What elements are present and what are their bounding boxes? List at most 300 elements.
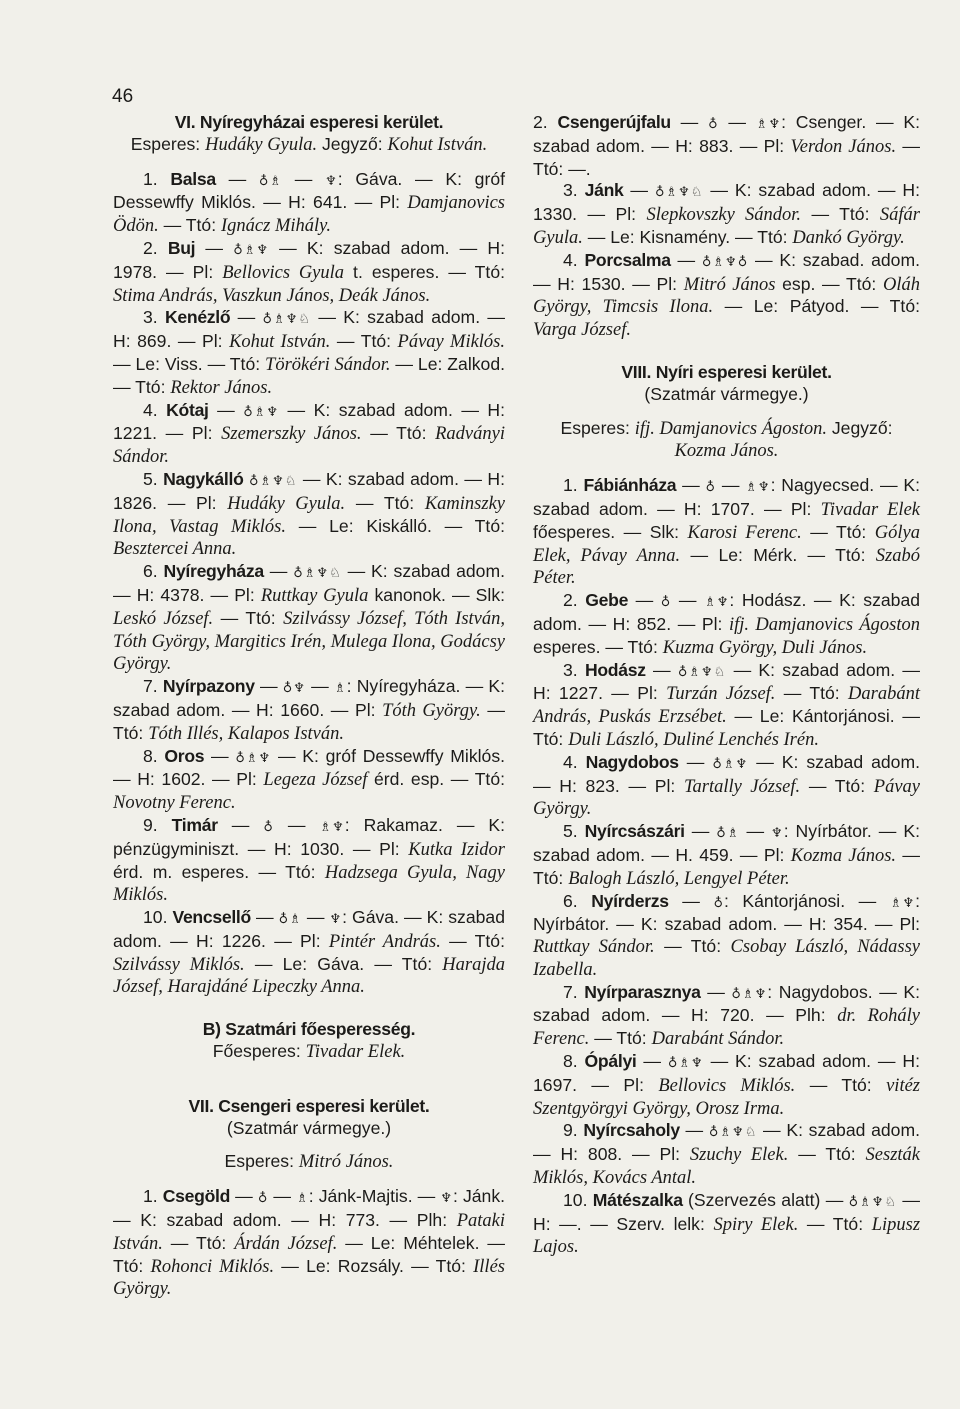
person-name: Balogh László, Lengyel Péter. bbox=[568, 868, 790, 889]
heading-text: B) Szatmári főesperesség. bbox=[202, 1019, 416, 1040]
body-text: — Ttó: bbox=[589, 1028, 652, 1049]
section-heading bbox=[533, 362, 920, 384]
parish-name: Timár bbox=[171, 814, 218, 835]
person-name: Kutka Izidor bbox=[408, 839, 506, 860]
body-text: Főesperes: bbox=[212, 1041, 306, 1062]
body-text: — Ttó: bbox=[162, 1232, 235, 1253]
left-column bbox=[113, 112, 505, 1301]
body-text: — Ttó: bbox=[345, 492, 425, 513]
body-text: — bbox=[636, 1051, 668, 1072]
parish-symbols-icon: ♁ bbox=[660, 595, 672, 611]
right-column bbox=[533, 112, 920, 1259]
body-text: 3. bbox=[143, 307, 165, 328]
body-text: — bbox=[716, 475, 746, 496]
person-name: Legeza József bbox=[263, 770, 368, 791]
body-text: 7. bbox=[143, 676, 163, 697]
section-spacer bbox=[113, 999, 505, 1019]
parish-symbols-icon: ♁♗♆ bbox=[235, 750, 272, 766]
parish-name: Nyírpazony bbox=[162, 676, 255, 697]
entry-paragraph bbox=[533, 891, 920, 982]
parish-name: Kenézlő bbox=[164, 307, 231, 328]
body-text: : Nyírbátor. — K: szabad adom. — H: 354. — Pl: bbox=[533, 890, 921, 935]
body-text: — Ttó: bbox=[798, 1213, 872, 1234]
person-name: Csobay László, Nádassy Izabella. bbox=[533, 937, 920, 980]
entry-paragraph bbox=[113, 1118, 505, 1140]
body-text: 4. bbox=[563, 751, 586, 772]
body-text: — bbox=[739, 821, 772, 842]
person-name: Pávay György. bbox=[533, 776, 921, 820]
body-text: — Ttó: bbox=[801, 521, 875, 542]
parish-name: Vencsellő bbox=[172, 907, 251, 928]
person-name: Dankó György. bbox=[792, 227, 905, 248]
body-text: 8. bbox=[563, 1051, 585, 1072]
person-name: Verdon János. bbox=[790, 136, 897, 157]
person-name: Árdán József. bbox=[234, 1233, 338, 1254]
heading-text: VIII. Nyíri esperesi kerület. bbox=[621, 361, 832, 382]
block-spacer bbox=[113, 1174, 505, 1186]
body-text: — Ttó: bbox=[361, 423, 436, 444]
entry-paragraph bbox=[113, 400, 505, 469]
body-text: — bbox=[254, 676, 283, 697]
parish-symbols-icon: ♁ bbox=[713, 895, 724, 911]
person-name: Stima András, Vaszkun János, Deák János. bbox=[113, 285, 431, 306]
parish-symbols-icon: ♁ bbox=[263, 819, 274, 835]
body-text: — bbox=[670, 249, 702, 270]
body-text: (Szatmár vármegye.) bbox=[644, 383, 809, 404]
body-text: — bbox=[670, 112, 709, 132]
person-name: dr. Rohály Ferenc. bbox=[533, 1006, 920, 1050]
entry-paragraph bbox=[113, 815, 505, 907]
entry-paragraph bbox=[113, 1151, 505, 1174]
body-text: : Hodász. — K: szabad adom. — H: 852. — Pl: bbox=[533, 590, 921, 634]
parish-symbols-icon: ♁♗♆ bbox=[712, 756, 749, 772]
parish-symbols-icon: ♁♗♆♘ bbox=[293, 566, 342, 582]
body-text: Esperes: bbox=[560, 417, 635, 438]
body-text: : Kántorjánosi. — bbox=[723, 890, 890, 911]
body-text: — bbox=[679, 1120, 709, 1141]
entry-paragraph bbox=[113, 307, 505, 399]
body-text: — bbox=[195, 237, 234, 258]
person-name: Darabánt András, Puskás Erzsébet. bbox=[533, 684, 920, 728]
body-text: — Ttó: bbox=[158, 215, 221, 236]
person-name: Törökéri Sándor. bbox=[265, 354, 391, 375]
body-text: — Ttó: bbox=[213, 607, 284, 628]
parish-symbols-icon: ♁♗ bbox=[258, 173, 283, 189]
parish-symbols-icon: ♁♗♆♘ bbox=[262, 312, 312, 328]
body-text: — K: szabad adom. — H: 1697. — Pl: bbox=[533, 1051, 920, 1095]
body-text: : Csenger. — K: szabad adom. — H: 883. — Pl: bbox=[533, 112, 921, 156]
person-name: ifj. Damjanovics Ágoston. bbox=[634, 418, 827, 439]
page-number: 46 bbox=[112, 86, 134, 107]
person-name: Mitró János bbox=[683, 274, 776, 295]
parish-name: Nyíregyháza bbox=[163, 561, 264, 582]
parish-symbols-icon: ♁ bbox=[705, 480, 717, 496]
person-name: Rektor János. bbox=[170, 377, 273, 398]
entry-paragraph bbox=[533, 180, 920, 249]
body-text: — bbox=[671, 590, 705, 611]
person-name: Kozma János. bbox=[674, 441, 779, 462]
parish-symbols-icon: ♁♗♆ bbox=[731, 986, 768, 1002]
parish-name: Nagydobos bbox=[585, 751, 679, 772]
body-text: 5. bbox=[563, 821, 585, 842]
person-name: Szabó Péter. bbox=[533, 545, 920, 589]
person-name: Leskó József. bbox=[113, 608, 214, 629]
body-text: — Le: Kisnamény. — Ttó: bbox=[582, 226, 793, 247]
parish-symbols-icon: ♁♗ bbox=[716, 826, 740, 842]
block-spacer bbox=[533, 406, 920, 418]
body-text: 6. bbox=[143, 561, 164, 582]
person-name: Pintér András. bbox=[328, 931, 441, 952]
parish-symbols-icon: ♁♗♆ bbox=[243, 404, 280, 420]
block-spacer bbox=[113, 1064, 505, 1076]
body-text: — Le: Zalkod. — Ttó: bbox=[113, 353, 505, 397]
person-name: Hudáky Gyula. bbox=[205, 134, 318, 155]
body-text: : Nyírbátor. — K: szabad adom. — H. 459. — Pl: bbox=[533, 821, 920, 865]
body-text: 10. bbox=[143, 907, 173, 928]
entry-paragraph bbox=[533, 660, 920, 752]
entry-paragraph bbox=[533, 112, 920, 180]
body-text: — Ttó: bbox=[801, 204, 880, 225]
parish-symbols-icon: ♁♆ bbox=[282, 681, 306, 697]
body-text: : Rakamaz. — K: pénzügyminiszt. — H: 1030. — Pl: bbox=[113, 814, 506, 859]
body-text: : Jánk. — K: szabad adom. — H: 773. — Plh: bbox=[113, 1186, 506, 1231]
parish-name: Gebe bbox=[585, 590, 629, 611]
body-text: — bbox=[217, 814, 264, 835]
body-text: 8. bbox=[143, 745, 165, 766]
parish-name: Nyírcsaholy bbox=[583, 1120, 680, 1141]
parish-symbols-icon: ♁♗♆♁ bbox=[701, 254, 749, 270]
body-text: 5. bbox=[143, 468, 164, 489]
body-text: — bbox=[263, 561, 294, 582]
person-name: Kuzma György, Duli János. bbox=[662, 637, 868, 658]
parish-symbols-icon: ♆ bbox=[325, 173, 338, 189]
body-text: — K: szabad adom. — H: 4378. — Pl: bbox=[113, 561, 506, 605]
parish-symbols-icon: ♆ bbox=[771, 826, 784, 842]
person-name: Slepkovszky Sándor. bbox=[646, 205, 802, 226]
person-name: Ruttkay Gyula bbox=[260, 585, 369, 606]
person-name: Harajda József, Harajdáné Lipeczky Anna. bbox=[113, 954, 505, 998]
person-name: Hadzsega Gyula, Nagy Miklós. bbox=[113, 862, 506, 906]
entry-paragraph bbox=[533, 590, 920, 659]
body-text: : Gáva. — K: gróf Dessewffy Miklós. — H: 641. — Pl: bbox=[113, 168, 505, 213]
entry-paragraph bbox=[113, 907, 505, 999]
body-text: 3. bbox=[563, 180, 585, 201]
person-name: Bellovics Miklós. bbox=[658, 1075, 796, 1096]
body-text: — bbox=[628, 590, 661, 611]
person-name: Tivadar Elek bbox=[820, 499, 920, 520]
body-text: — bbox=[668, 890, 714, 911]
body-text: — K: szabad adom. — H: 1826. — Pl: bbox=[113, 468, 506, 513]
body-text: — K: szabad. adom. — H: 1530. — Pl: bbox=[533, 249, 921, 294]
body-text: — Ttó: bbox=[113, 699, 505, 743]
parish-name: Csengerújfalu bbox=[557, 112, 671, 132]
person-name: Novotny Ferenc. bbox=[113, 793, 236, 814]
parish-name: Hodász bbox=[584, 659, 646, 680]
body-text: — Le: Viss. — Ttó: bbox=[113, 353, 266, 374]
entry-paragraph bbox=[113, 1186, 505, 1301]
body-text: — H: —. — Szerv. lelk: bbox=[533, 1189, 920, 1234]
body-text: esp. — Ttó: bbox=[775, 273, 883, 294]
section-heading bbox=[113, 112, 505, 134]
parish-symbols-icon: ♗♆ bbox=[889, 895, 916, 911]
body-text: 2. bbox=[143, 237, 168, 258]
parish-symbols-icon: ♗ bbox=[296, 1191, 309, 1207]
person-name: Tartally József. bbox=[683, 776, 801, 797]
body-text: esperes. — Ttó: bbox=[533, 636, 663, 657]
body-text: : Gáva. — K: szabad adom. — H: 1226. — Pl: bbox=[113, 907, 505, 951]
person-name: Ignácz Mihály. bbox=[221, 216, 331, 237]
body-text: — K: gróf Dessewffy Miklós. — H: 1602. — Pl: bbox=[113, 745, 506, 790]
person-name: Szilvássy Miklós. bbox=[113, 954, 245, 975]
body-text: 1. bbox=[563, 475, 584, 496]
body-text: — bbox=[700, 981, 732, 1002]
person-name: Kaminszky Ilona, Vastag Miklós. bbox=[113, 493, 506, 537]
body-text: — bbox=[215, 168, 259, 189]
body-text: 3. bbox=[563, 659, 585, 680]
body-text: : Nagyecsed. — K: szabad adom. — H: 1707. — Pl: bbox=[533, 475, 921, 519]
body-text: — bbox=[230, 307, 263, 328]
body-text: — Ttó: bbox=[533, 844, 921, 888]
body-text: — Ttó: bbox=[654, 936, 731, 957]
person-name: Kozma János. bbox=[790, 845, 897, 866]
person-name: Karosi Ferenc. bbox=[687, 522, 802, 543]
body-text: — Ttó: bbox=[440, 930, 505, 951]
person-name: Mitró János. bbox=[298, 1152, 394, 1173]
entry-paragraph bbox=[533, 982, 920, 1051]
entry-paragraph bbox=[113, 1041, 505, 1064]
body-text: — bbox=[678, 751, 713, 772]
body-text: : Nyíregyháza. — K: szabad adom. — H: 1660. — Pl: bbox=[113, 676, 505, 720]
entry-paragraph bbox=[113, 561, 505, 676]
body-text: (Szervezés alatt) — bbox=[682, 1189, 849, 1210]
body-text: — Le: Kiskálló. — Ttó: bbox=[286, 515, 505, 536]
body-text: — Ttó: —. bbox=[533, 135, 921, 179]
parish-name: Ópályi bbox=[584, 1051, 637, 1072]
entry-paragraph bbox=[113, 469, 505, 561]
person-name: Spiry Elek. bbox=[713, 1214, 799, 1235]
parish-symbols-icon: ♁♗♆ bbox=[233, 242, 270, 258]
body-text: 6. bbox=[563, 890, 592, 911]
parish-symbols-icon: ♗♆ bbox=[319, 819, 345, 835]
parish-name: Nyírcsászári bbox=[584, 821, 685, 842]
person-name: Darabánt Sándor. bbox=[651, 1029, 785, 1050]
body-text: — bbox=[282, 168, 326, 189]
body-text: — bbox=[268, 1186, 297, 1207]
person-name: Varga József. bbox=[533, 320, 631, 341]
body-text: — bbox=[230, 1186, 258, 1207]
parish-name: Fábiánháza bbox=[583, 475, 677, 496]
entry-paragraph bbox=[533, 752, 920, 821]
parish-symbols-icon: ♗ bbox=[333, 681, 347, 697]
body-text: 1. bbox=[143, 1186, 163, 1207]
parish-name: Oros bbox=[164, 745, 205, 766]
parish-symbols-icon: ♆ bbox=[329, 912, 343, 928]
person-name: Turzán József. bbox=[666, 684, 776, 705]
section-heading bbox=[113, 1019, 505, 1041]
body-text: Jegyző: bbox=[317, 133, 388, 154]
parish-name: Jánk bbox=[584, 180, 624, 201]
body-text: — Le: Méhtelek. — Ttó: bbox=[113, 1232, 505, 1276]
person-name: Kohut István. bbox=[229, 332, 331, 353]
body-text: — Le: Kántorjánosi. — Ttó: bbox=[533, 706, 920, 749]
body-text: — Le: Rozsály. — Ttó: bbox=[274, 1255, 474, 1276]
entry-paragraph bbox=[113, 169, 505, 238]
body-text: — K: szabad adom. — H: 1978. — Pl: bbox=[113, 237, 505, 282]
entry-paragraph bbox=[113, 676, 505, 745]
entry-paragraph bbox=[533, 418, 920, 464]
block-spacer bbox=[113, 157, 505, 169]
body-text: — Ttó: bbox=[795, 1074, 887, 1095]
entry-paragraph bbox=[533, 384, 920, 406]
entry-paragraph bbox=[533, 821, 920, 890]
person-name: Szilvássy József, Tóth István, Tóth György, Margitics Irén, Mulega Ilona, Godácsy György. bbox=[113, 608, 506, 675]
person-name: Tóth György. bbox=[382, 700, 481, 721]
person-name: Rohonci Miklós. bbox=[150, 1256, 275, 1277]
body-text: : Nagydobos. — K: szabad adom. — H: 720. — Plh: bbox=[533, 981, 921, 1026]
parish-symbols-icon: ♁♗♆♘ bbox=[654, 185, 704, 201]
body-text: — Ttó: bbox=[330, 331, 398, 352]
body-text: : Jánk-Majtis. — bbox=[308, 1186, 441, 1207]
entry-paragraph bbox=[113, 134, 505, 157]
person-name: Tivadar Elek. bbox=[305, 1042, 406, 1063]
entry-paragraph bbox=[113, 746, 505, 815]
block-spacer bbox=[533, 463, 920, 475]
body-text: — K: szabad adom. — H: 1227. — Pl: bbox=[533, 659, 921, 704]
body-text: (Szatmár vármegye.) bbox=[226, 1117, 392, 1138]
person-name: Bellovics Gyula bbox=[222, 262, 345, 283]
body-text: 7. bbox=[563, 981, 585, 1002]
person-name: Besztercei Anna. bbox=[113, 539, 237, 560]
parish-name: Porcsalma bbox=[584, 249, 671, 270]
body-text: 4. bbox=[143, 399, 167, 420]
heading-text: VI. Nyíregyházai esperesi kerület. bbox=[174, 112, 444, 132]
person-name: Seszták Miklós, Kovács Antal. bbox=[533, 1145, 920, 1189]
entry-paragraph bbox=[533, 1190, 920, 1259]
body-text: Esperes: bbox=[130, 133, 206, 154]
body-text: 4. bbox=[563, 249, 585, 270]
entry-paragraph bbox=[533, 1051, 920, 1120]
parish-name: Nyírderzs bbox=[591, 890, 669, 911]
parish-symbols-icon: ♁♗♆♘ bbox=[848, 1194, 898, 1210]
parish-symbols-icon: ♁♗♆♘ bbox=[677, 664, 727, 680]
person-name: vitéz Szentgyörgyi György, Orosz Irma. bbox=[533, 1075, 920, 1119]
body-text: 2. bbox=[533, 112, 558, 132]
parish-name: Mátészalka bbox=[592, 1189, 683, 1210]
body-text: — bbox=[684, 821, 717, 842]
parish-name: Balsa bbox=[170, 168, 216, 189]
body-text: érd. m. esperes. — Ttó: bbox=[113, 861, 325, 882]
person-name: ifj. Damjanovics Ágoston bbox=[729, 614, 920, 635]
person-name: Hudáky Gyula. bbox=[227, 493, 346, 514]
parish-symbols-icon: ♗♆ bbox=[745, 480, 771, 496]
person-name: Ruttkay Sándor. bbox=[533, 937, 655, 958]
body-text: — Ttó: bbox=[775, 683, 849, 704]
body-text: t. esperes. — Ttó: bbox=[344, 261, 505, 282]
person-name: Duli László, Duliné Lenchés Irén. bbox=[568, 729, 819, 750]
person-name: Kohut István. bbox=[387, 134, 488, 155]
body-text: — K: szabad adom. — H: 869. — Pl: bbox=[113, 307, 505, 352]
entry-paragraph bbox=[113, 238, 505, 307]
body-text: — bbox=[645, 659, 678, 680]
entry-paragraph bbox=[533, 475, 920, 590]
person-name: Tóth Illés, Kalapos István. bbox=[148, 723, 344, 744]
person-name: Szemerszky János. bbox=[221, 424, 362, 445]
person-name: Sáfár Gyula. bbox=[533, 205, 920, 248]
parish-symbols-icon: ♁♗ bbox=[278, 912, 302, 928]
body-text: — K: szabad adom. — H: 808. — Pl: bbox=[533, 1120, 921, 1165]
section-heading bbox=[113, 1096, 505, 1118]
person-name: Szuchy Elek. bbox=[689, 1145, 789, 1166]
person-name: Oláh György, Timcsis Ilona. bbox=[533, 274, 920, 318]
parish-name: Csegöld bbox=[162, 1186, 231, 1207]
entry-paragraph bbox=[533, 1120, 920, 1189]
body-text: — bbox=[208, 399, 244, 420]
body-text: — Le: Pátyod. — Ttó: bbox=[713, 296, 920, 317]
section-spacer bbox=[533, 342, 920, 362]
body-text: 9. bbox=[143, 814, 172, 835]
body-text: — bbox=[301, 907, 330, 928]
section-spacer bbox=[113, 1076, 505, 1096]
body-text: — bbox=[250, 907, 279, 928]
body-text: 10. bbox=[563, 1189, 593, 1210]
body-text: — K: szabad adom. — H: 1221. — Pl: bbox=[113, 399, 505, 444]
body-text: — Ttó: bbox=[800, 775, 874, 796]
body-text: Esperes: bbox=[224, 1151, 299, 1172]
body-text: főesperes. — Slk: bbox=[533, 521, 688, 542]
person-name: Illés György. bbox=[113, 1256, 505, 1300]
block-spacer bbox=[113, 1139, 505, 1151]
heading-text: VII. Csengeri esperesi kerület. bbox=[188, 1095, 430, 1116]
person-name: Radványi Sándor. bbox=[113, 424, 505, 468]
body-text: érd. esp. — Ttó: bbox=[367, 769, 505, 790]
body-text: — bbox=[718, 112, 756, 132]
parish-name: Nyírparasznya bbox=[584, 981, 701, 1002]
body-text: 1. bbox=[143, 168, 171, 189]
parish-name: Nagykálló bbox=[163, 468, 244, 489]
person-name: Gólya Elek, Pávay Anna. bbox=[533, 522, 920, 566]
body-text: — bbox=[676, 475, 706, 496]
body-text: 9. bbox=[563, 1120, 584, 1141]
person-name: Damjanovics Ödön. bbox=[113, 193, 505, 237]
parish-symbols-icon: ♁ bbox=[257, 1191, 269, 1207]
parish-symbols-icon: ♁♗♆♘ bbox=[708, 1125, 758, 1141]
body-text: — K: szabad adom. — H: 823. — Pl: bbox=[533, 751, 921, 796]
person-name: Pávay Miklós. bbox=[397, 332, 506, 353]
body-text: — Ttó: bbox=[788, 1144, 866, 1165]
parish-name: Buj bbox=[167, 237, 196, 258]
parish-symbols-icon: ♗♆ bbox=[755, 117, 782, 132]
person-name: Pataki István. bbox=[113, 1211, 505, 1254]
body-text: — bbox=[305, 676, 334, 697]
body-text: — Le: Mérk. — Ttó: bbox=[680, 544, 876, 565]
parish-name: Kótaj bbox=[166, 399, 209, 420]
parish-symbols-icon: ♁♗♆♘ bbox=[248, 473, 298, 489]
parish-symbols-icon: ♁ bbox=[708, 117, 719, 132]
body-text: — K: szabad adom. — H: 1330. — Pl: bbox=[533, 180, 920, 225]
parish-symbols-icon: ♁♗♆ bbox=[667, 1056, 704, 1072]
body-text: 2. bbox=[563, 590, 586, 611]
body-text: — Le: Gáva. — Ttó: bbox=[244, 953, 443, 974]
parish-symbols-icon: ♗♆ bbox=[704, 595, 730, 611]
entry-paragraph bbox=[533, 250, 920, 342]
person-name: Lipusz Lajos. bbox=[533, 1214, 921, 1258]
body-text: — bbox=[273, 814, 320, 835]
body-text: Jegyző: bbox=[826, 417, 893, 438]
body-text: — bbox=[204, 745, 236, 766]
body-text: — bbox=[623, 180, 655, 201]
parish-symbols-icon: ♆ bbox=[440, 1191, 453, 1207]
body-text: kanonok. — Slk: bbox=[368, 584, 506, 605]
